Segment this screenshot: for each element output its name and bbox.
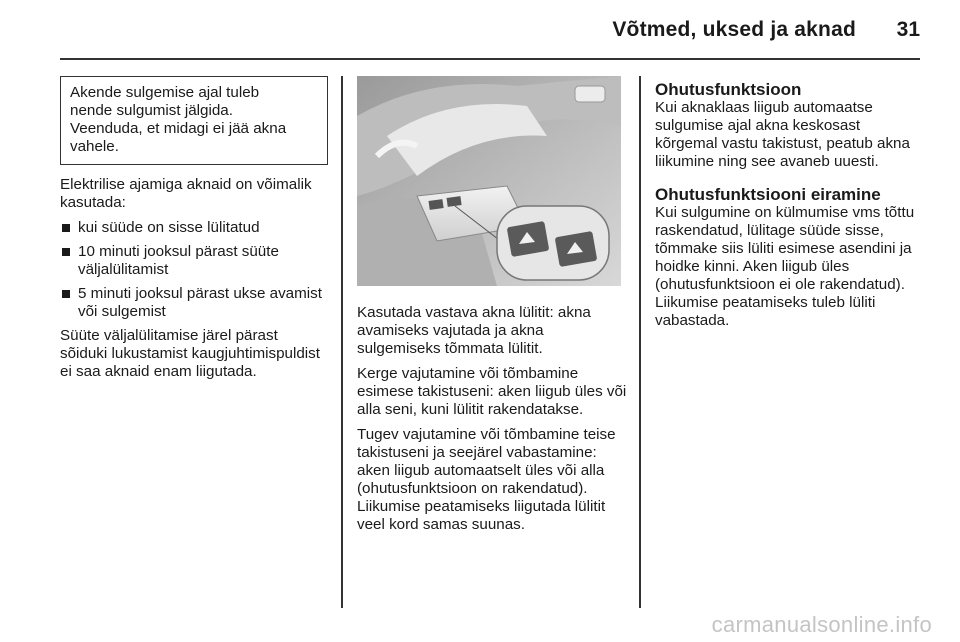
bullet-list <box>60 219 328 321</box>
paragraph: Tugev vajutamine või tõmbamine teise takistuseni ja seejärel vabastamine: aken liigub automaatselt üles või alla (ohutusfunktsioon on rakendatud). Liikumise peatamiseks liigutada lülitit veel kord samas suunas. <box>357 426 616 533</box>
square-bullet-icon <box>62 290 70 298</box>
column-middle <box>357 76 629 541</box>
warning-line: vahele. <box>70 138 119 155</box>
intro-paragraph: Elektrilise ajamiga aknaid on võimalik kasutada: <box>60 176 312 211</box>
column-left <box>60 76 328 388</box>
list-item-text: 10 minuti jooksul pärast süüte väljalülitamist <box>78 243 279 278</box>
header-rule <box>60 58 920 60</box>
watermark: carmanualsonline.info <box>711 612 932 637</box>
list-item-text: kui süüde on sisse lülitatud <box>78 219 260 236</box>
paragraph: Kasutada vastava akna lülitit: akna avamiseks vajutada ja akna sulgemiseks tõmmata lülitit. <box>357 304 591 357</box>
warning-line: Veenduda, et midagi ei jää akna <box>70 120 287 137</box>
page-title: Võtmed, uksed ja aknad <box>612 18 856 41</box>
list-item-text: 5 minuti jooksul pärast ukse avamist või sulgemist <box>78 285 322 320</box>
column-right <box>655 76 923 337</box>
warning-line: nende sulgumist jälgida. <box>70 102 233 119</box>
paragraph: Kui sulgumine on külmumise vms tõttu raskendatud, lülitage süüde sisse, tõmmake siis lüliti esimese asendini ja hoidke kinni. Aken liigub üles (ohutusfunktsioon ei ole rakendatud). Liikumise peatamiseks tuleb lüliti vabastada. <box>655 204 915 329</box>
column-divider-right <box>639 76 641 608</box>
column-divider-left <box>341 76 343 608</box>
square-bullet-icon <box>62 248 70 256</box>
page-number: 31 <box>896 18 920 41</box>
list-item <box>60 243 328 279</box>
square-bullet-icon <box>62 224 70 232</box>
paragraph: Kerge vajutamine või tõmbamine esimese takistuseni: aken liigub üles või alla seni, kuni lülitit rakendatakse. <box>357 365 627 418</box>
lock-note-paragraph: Süüte väljalülitamise järel pärast sõiduki lukustamist kaugjuhtimispuldist ei saa aknaid enam liigutada. <box>60 327 320 380</box>
window-switch-illustration <box>357 76 621 286</box>
list-item <box>60 219 328 237</box>
list-item <box>60 285 328 321</box>
section-heading: Ohutusfunktsiooni eiramine <box>655 185 881 204</box>
warning-line: Akende sulgemise ajal tuleb <box>70 84 260 101</box>
paragraph: Kui aknaklaas liigub automaatse sulgumise ajal akna keskosast kõrgemal vastu takistust, peatub akna liikumine ning see avaneb uuesti. <box>655 99 910 170</box>
warning-box <box>60 76 328 165</box>
section-heading: Ohutusfunktsioon <box>655 80 802 99</box>
